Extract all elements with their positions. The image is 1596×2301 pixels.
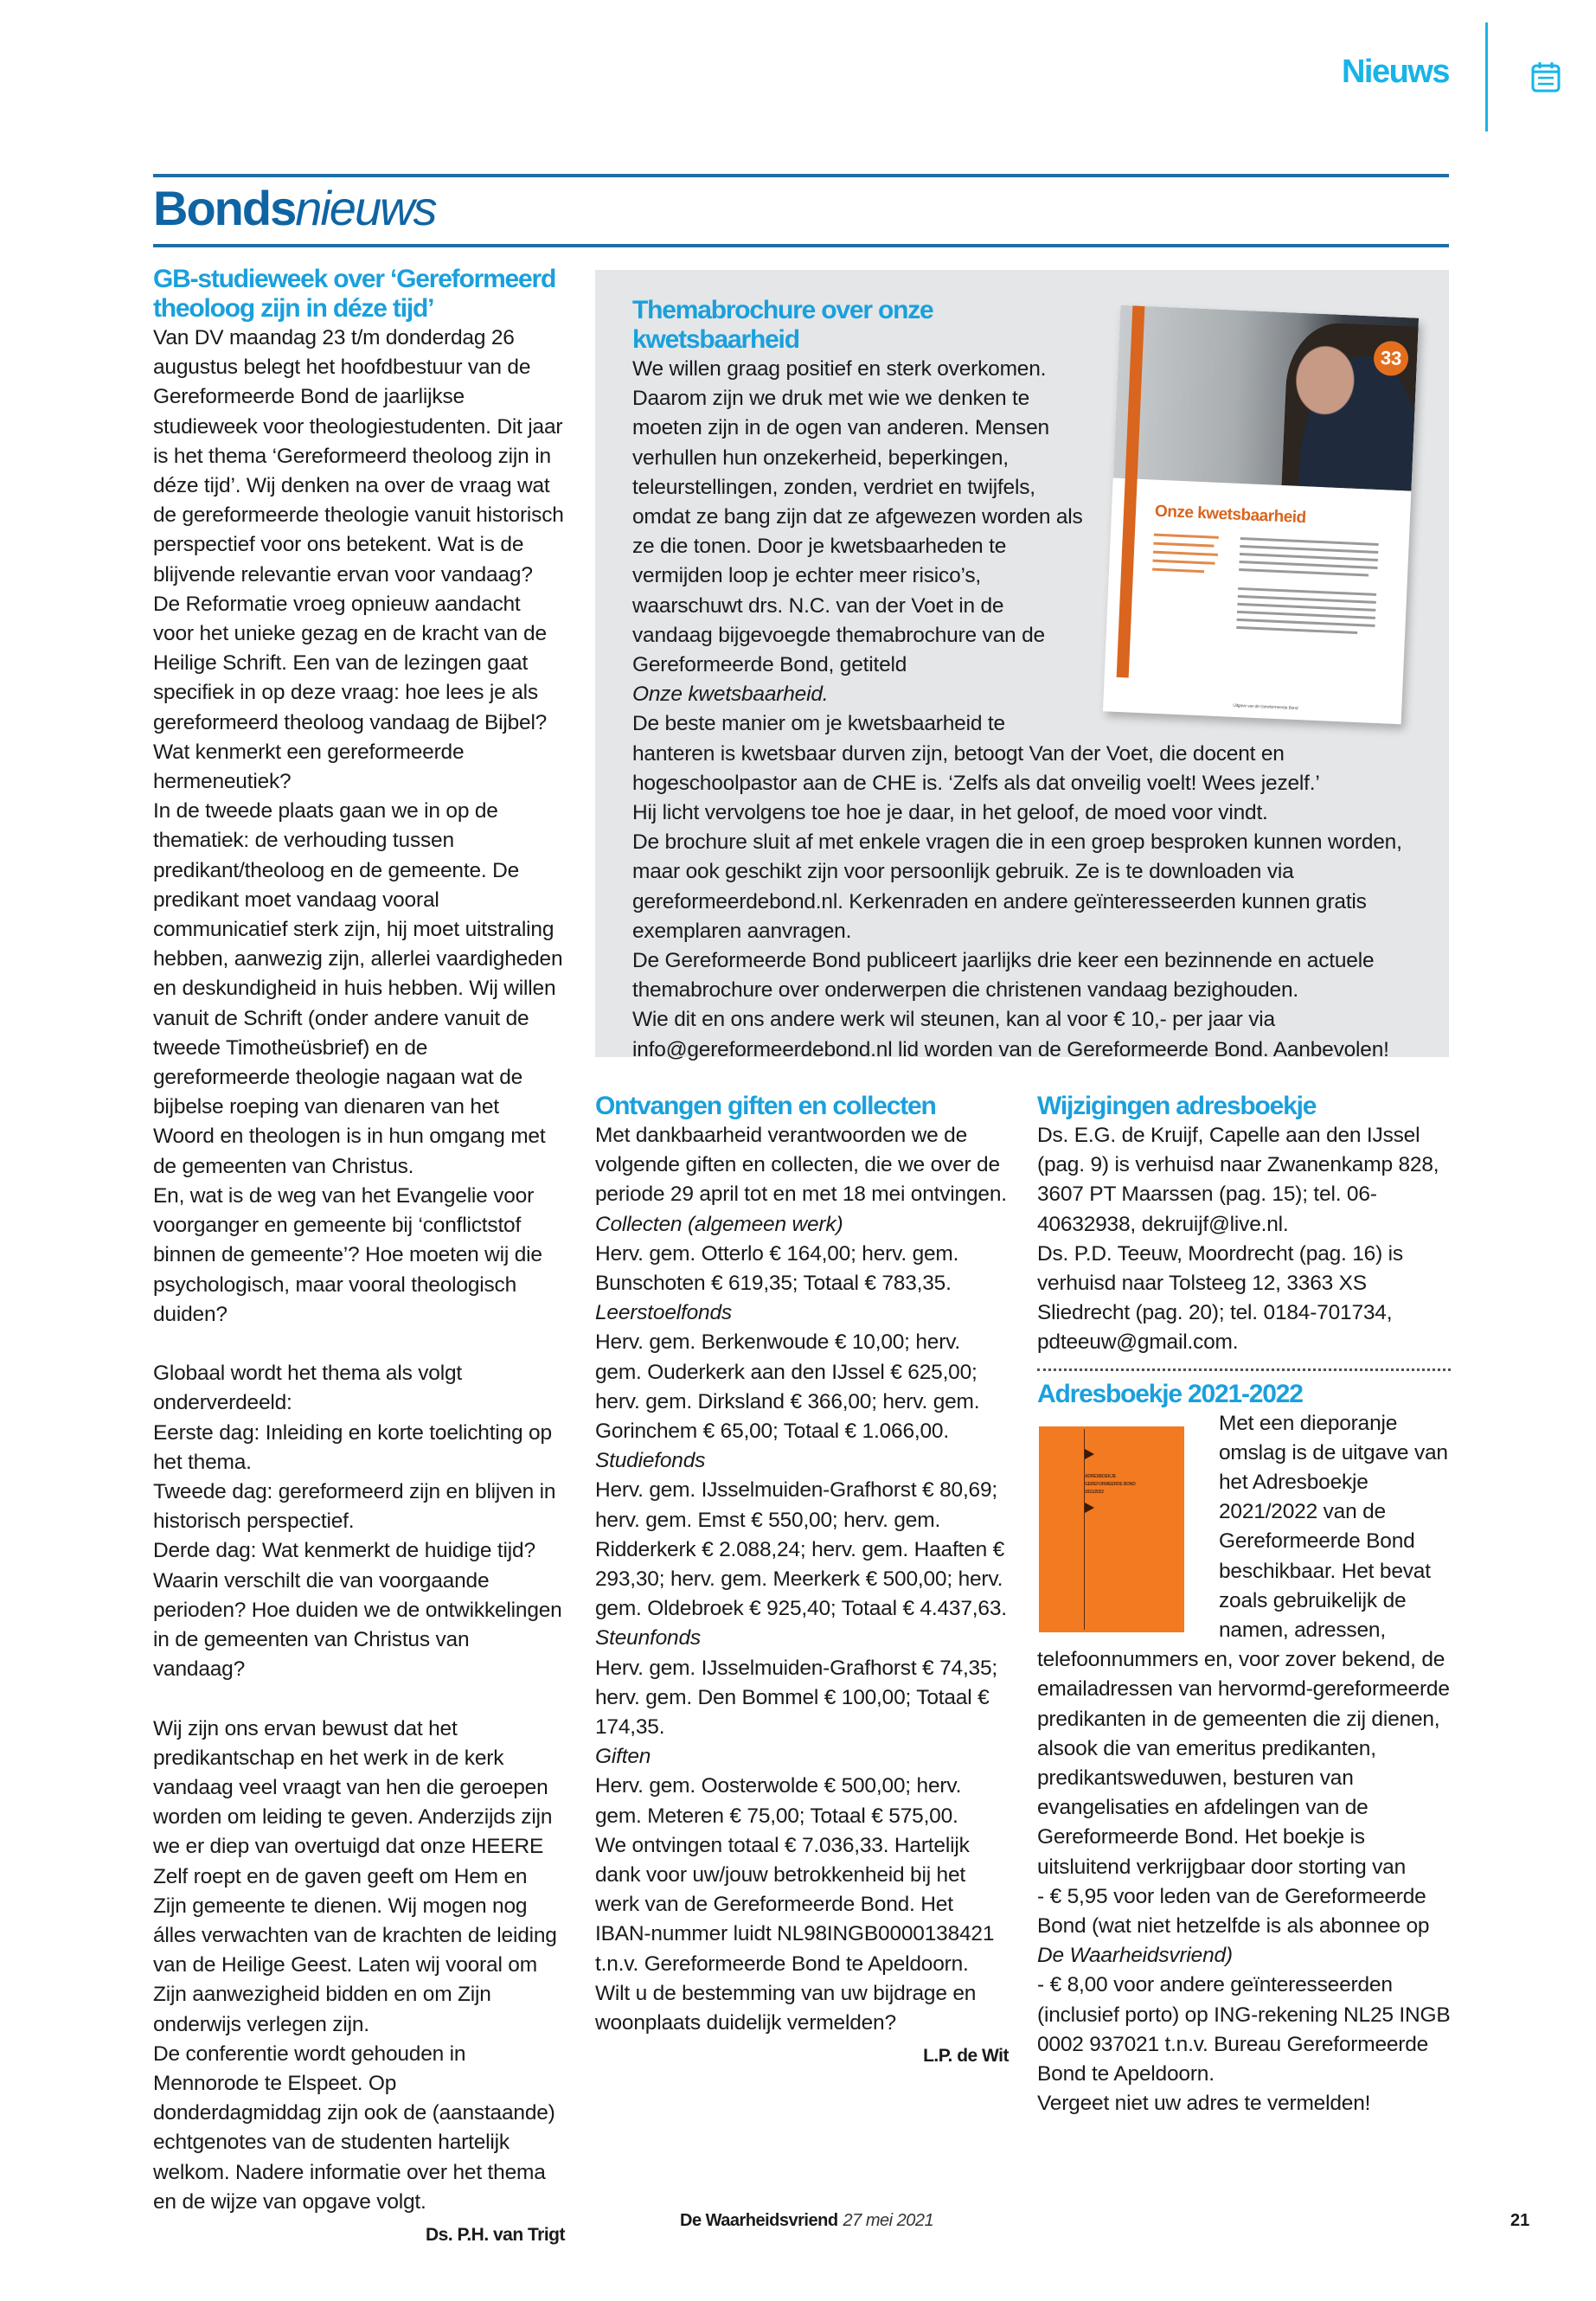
paragraph: In de tweede plaats gaan we in op de thematiek: de verhouding tussen predikant/theoloog en de gemeente. De predikant moet vandaag vooral communicatief sterk zijn, hij moet uitstraling hebben, aanwezig zijn, allerlei vaardigheden en deskundigheid in huis hebben. Wij willen vanuit de Schrift (onder andere vanuit de tweede Timotheüsbrief) en de gereformeerde theologie nagaan wat de bijbelse roeping van dienaren van het Woord en theologen is in hun omgang met de gemeenten van Christus. xyxy=(153,799,563,1178)
article-author: L.P. de Wit xyxy=(923,2046,1009,2067)
article-adresboekje xyxy=(1037,1092,1451,2119)
paragraph: Van DV maandag 23 t/m donderdag 26 augustus belegt het hoofdbestuur van de Gereformeerde Bond de jaarlijkse studieweek voor theologiestudenten. Dit jaar is het thema ‘Gereformeerd theoloog zijn in déze tijd’. Wij denken na over de vraag wat de gereformeerde theologie vanuit historisch perspectief voor ons betekent. Wat is de blijvende relevantie ervan voor vandaag? De Reformatie vroeg opnieuw aandacht voor het unieke gezag en de kracht van de Heilige Schrift. Een van de lezingen gaat specifiek in op deze vraag: hoe lees je als gereformeerd theoloog vandaag de Bijbel? Wat kenmerkt een gereformeerde hermeneutiek? xyxy=(153,326,564,794)
italic-subheading: Studiefonds xyxy=(595,1449,706,1473)
cover-line: ADRESBOEKJE xyxy=(1085,1473,1116,1479)
paragraph: Vergeet niet uw adres te vermelden! xyxy=(1037,2092,1371,2116)
paragraph: We ontvingen totaal € 7.036,33. Hartelijk dank voor uw/jouw betrokkenheid bij het werk van de Gereformeerde Bond. Het IBAN-nummer luidt NL98INGB0000138421 t.n.v. Gereformeerde Bond te Apeldoorn. Wilt u de bestemming van uw bijdrage en woonplaats duidelijk vermelden? xyxy=(595,1833,995,2035)
paragraph: Herv. gem. IJsselmuiden-Grafhorst € 74,35; herv. gem. Den Bommel € 100,00; Totaal € 174,35. xyxy=(595,1656,998,1740)
adresboekje-cover-image xyxy=(1037,1418,1207,1634)
title-top-rule xyxy=(153,174,1449,177)
page-number: 21 xyxy=(1510,2211,1530,2230)
paragraph: We willen graag positief en sterk overkomen. Daarom zijn we druk met wie we denken te moeten zijn in de ogen van anderen. Mensen verhullen hun onzekerheid, beperkingen, teleurstellingen, zonden, verdriet en twijfels, omdat ze bang zijn dat ze afgewezen worden als ze die tonen. Door je kwetsbaarheden te vermijden loop je echter meer risico’s, waarschuwt drs. N.C. van der Voet in de vandaag bijgevoegde themabrochure van de Gereformeerde Bond, getiteld xyxy=(632,357,1083,677)
paragraph-spacer xyxy=(153,1684,565,1714)
paragraph: Globaal wordt het thema als volgt onderverdeeld: xyxy=(153,1362,463,1415)
italic-subheading: Onze kwetsbaarheid. xyxy=(632,683,829,707)
italic-subheading: Steunfonds xyxy=(595,1626,701,1650)
page-title-italic: nieuws xyxy=(295,181,436,235)
paragraph: Tweede dag: gereformeerd zijn en blijven in historisch perspectief. xyxy=(153,1479,556,1534)
paragraph: Herv. gem. Berkenwoude € 10,00; herv. gem. Ouderkerk aan den IJssel € 625,00; herv. gem. Dirksland € 366,00; herv. gem. Gorinchem € 65,00; Totaal € 1.066,00. xyxy=(595,1330,980,1444)
page-title-bold: Bonds xyxy=(153,181,296,235)
footer-publication xyxy=(680,2211,933,2231)
paragraph: De Gereformeerde Bond publiceert jaarlijks drie keer een bezinnende en actuele themabrochure over onderwerpen die christenen vandaag bezighouden. xyxy=(632,949,1375,1003)
article-themabrochure xyxy=(632,292,1428,1065)
italic-subheading: Giften xyxy=(595,1745,651,1769)
paragraph: Wie dit en ons andere werk wil steunen, kan al voor € 10,- per jaar via info@gereformeerdebond.nl lid worden van de Gereformeerde Bond. Aanbevolen! xyxy=(632,1008,1389,1061)
paragraph: Met dankbaarheid verantwoorden we de volgende giften en collecten, die we over de periode 29 april tot en met 18 mei ontvingen. xyxy=(595,1124,1007,1207)
italic-subheading: Leerstoelfonds xyxy=(595,1301,732,1325)
paragraph: De beste manier om je kwetsbaarheid te hanteren is kwetsbaar durven zijn, betoogt Van der Voet, die docent en hogeschoolpastor aan de CHE is. ‘Zelfs als dat onveilig voelt! Wees jezelf.’ xyxy=(632,712,1320,795)
paragraph: Wij zijn ons ervan bewust dat het predikantschap en het werk in de kerk vandaag veel vraagt van hen die geroepen worden om leiding te geven. Anderzijds zijn we er diep van overtuigd dat onze HEERE Zelf roept en de gaven geeft om Hem en Zijn gemeente te dienen. Wij mogen nog álles verwachten van de krachten de leiding van de Heilige Geest. Laten wij vooral om Zijn aanwezigheid bidden en om Zijn onderwijs verlegen zijn. xyxy=(153,1716,557,2036)
paragraph: De conferentie wordt gehouden in Mennorode te Elspeet. Op donderdagmiddag zijn ook de (aanstaande) echtgenotes van de studenten hartelijk welkom. Nadere informatie over het thema en de wijze van opgave volgt. xyxy=(153,2041,555,2214)
article-heading: Themabrochure over onze kwetsbaarheid xyxy=(632,296,933,354)
italic-subheading: De Waarheidsvriend) xyxy=(1037,1944,1233,1968)
paragraph: - € 8,00 voor andere geïnteresseerden (inclusief porto) op ING-rekening NL25 INGB 0002 937021 t.n.v. Bureau Gereformeerde Bond te Apeldoorn. xyxy=(1037,1973,1451,2086)
paragraph: Ds. E.G. de Kruijf, Capelle aan den IJssel (pag. 9) is verhuisd naar Zwanenkamp 828, 3607 PT Maarssen (pag. 15); tel. 06-40632938, dekruijf@live.nl. xyxy=(1037,1124,1439,1236)
calendar-icon xyxy=(1531,61,1561,93)
section-label: Nieuws xyxy=(1341,54,1449,90)
paragraph-spacer xyxy=(153,1330,565,1359)
publication-date: 27 mei 2021 xyxy=(843,2211,934,2230)
paragraph: Herv. gem. IJsselmuiden-Grafhorst € 80,69; herv. gem. Emst € 550,00; herv. gem. Ridderkerk € 2.088,24; herv. gem. Haaften € 293,30; herv. gem. Meerkerk € 500,00; herv. gem. Oldebroek € 925,40; Totaal € 4.437,63. xyxy=(595,1478,1007,1621)
article-heading: Adresboekje 2021-2022 xyxy=(1037,1379,1303,1408)
brochure-cover-image xyxy=(1103,304,1423,728)
italic-subheading: Collecten (algemeen werk) xyxy=(595,1212,843,1236)
brochure-publisher: Uitgave van de Gereformeerde Bond xyxy=(1233,702,1298,712)
paragraph: En, wat is de weg van het Evangelie voor voorganger en gemeente bij ‘conflictstof binnen de gemeente’? Hoe moeten wij die psychologisch, maar vooral theologisch duiden? xyxy=(153,1183,542,1326)
brochure-photo xyxy=(1113,305,1419,491)
brochure-title: Onze kwetsbaarheid xyxy=(1154,502,1307,528)
page-title xyxy=(153,180,436,236)
paragraph: - € 5,95 voor leden van de Gereformeerde Bond (wat niet hetzelfde is als abonnee op xyxy=(1037,1884,1430,1939)
brochure-number-badge: 33 xyxy=(1373,341,1409,377)
paragraph: Eerste dag: Inleiding en korte toelichting op het thema. xyxy=(153,1420,552,1474)
cover-line: 2021/2022 xyxy=(1085,1489,1104,1495)
article-author: Ds. P.H. van Trigt xyxy=(426,2224,565,2245)
article-studieweek xyxy=(153,265,565,2250)
paragraph: Herv. gem. Oosterwolde € 500,00; herv. gem. Meteren € 75,00; Totaal € 575,00. xyxy=(595,1774,962,1828)
article-heading: Wijzigingen adresboekje xyxy=(1037,1092,1317,1120)
header-divider xyxy=(1485,22,1488,131)
cover-line: GEREFORMEERDE BOND xyxy=(1085,1481,1136,1487)
paragraph: Met een dieporanje omslag is de uitgave van het Adresboekje 2021/2022 van de Gereformeerde Bond beschikbaar. Het bevat zoals gebruikelijk de namen, adressen, telefoonnummers en, voor zover bekend, de emailadressen van hervormd-gereformeerde predikanten in de gemeenten die zij dienen, alsook die van emeritus predikanten, predikantsweduwen, besturen van evangelisaties en afdelingen van de Gereformeerde Bond. Het boekje is uitsluitend verkrijgbaar door storting van xyxy=(1037,1411,1450,1879)
paragraph: Derde dag: Wat kenmerkt de huidige tijd? Waarin verschilt die van voorgaande perioden? Hoe duiden we de ontwikkelingen in de gemeenten van Christus van vandaag? xyxy=(153,1539,562,1682)
paragraph: Hij licht vervolgens toe hoe je daar, in het geloof, de moed voor vindt. xyxy=(632,801,1268,825)
publication-name: De Waarheidsvriend xyxy=(680,2211,838,2230)
title-bottom-rule xyxy=(153,244,1449,247)
paragraph: De brochure sluit af met enkele vragen die in een groep besproken kunnen worden, maar ook geschikt zijn voor persoonlijk gebruik. Ze is te downloaden via gereformeerdebond.nl. Kerkenraden en andere geïnteresseerden kunnen gratis exemplaren aanvragen. xyxy=(632,830,1402,943)
paragraph: Herv. gem. Otterlo € 164,00; herv. gem. Bunschoten € 619,35; Totaal € 783,35. xyxy=(595,1241,959,1296)
article-heading: GB-studieweek over ‘Gereformeerd theoloog zijn in déze tijd’ xyxy=(153,265,556,323)
dotted-divider xyxy=(1037,1368,1451,1371)
article-heading: Ontvangen giften en collecten xyxy=(595,1092,936,1120)
article-giften xyxy=(595,1092,1009,2072)
paragraph: Ds. P.D. Teeuw, Moordrecht (pag. 16) is verhuisd naar Tolsteeg 12, 3363 XS Sliedrecht (pag. 20); tel. 0184-701734, pdteeuw@gmail.com. xyxy=(1037,1241,1403,1355)
